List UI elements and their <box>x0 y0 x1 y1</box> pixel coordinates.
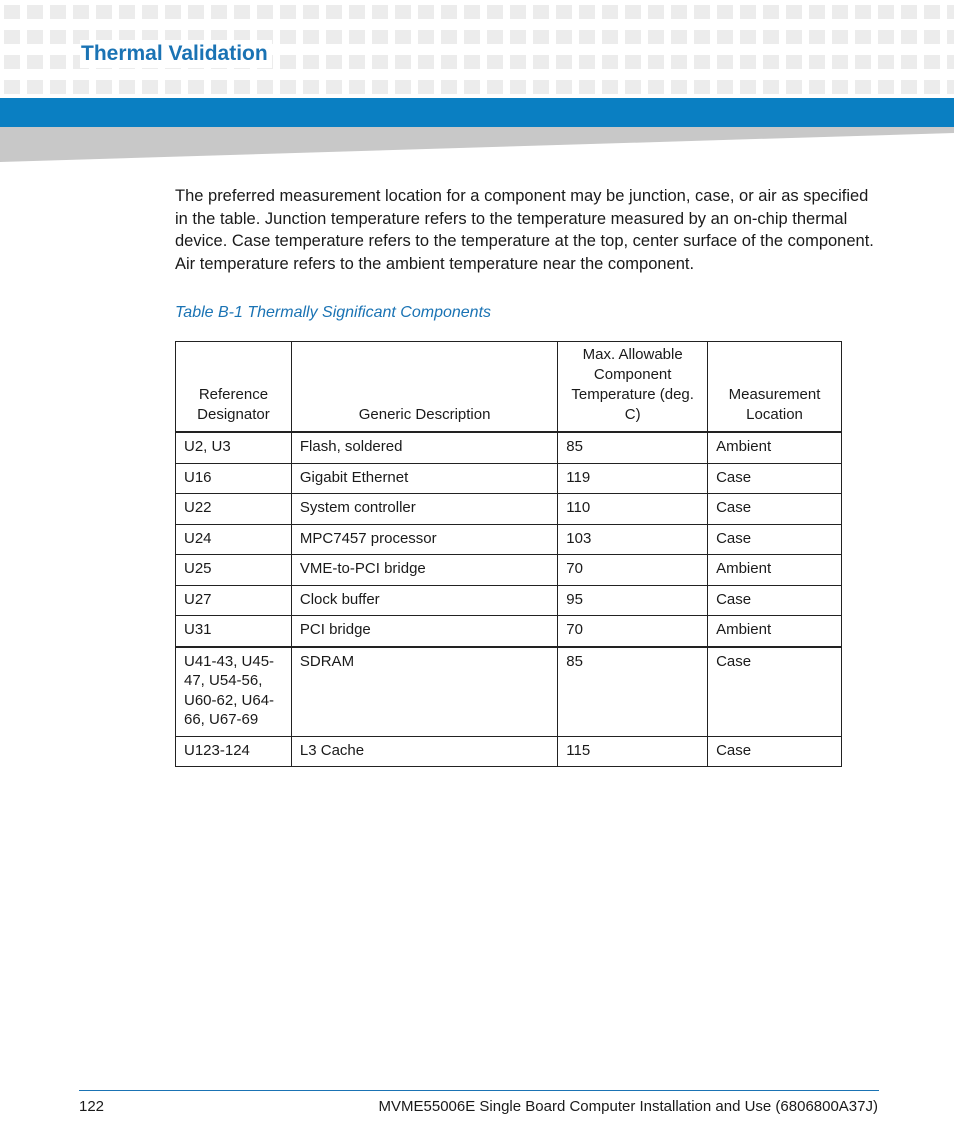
pattern-square <box>418 30 434 44</box>
pattern-square <box>533 5 549 19</box>
pattern-square <box>349 30 365 44</box>
pattern-square <box>50 30 66 44</box>
pattern-square <box>303 80 319 94</box>
cell-description: Flash, soldered <box>291 432 557 463</box>
cell-designator: U31 <box>176 616 292 647</box>
pattern-square <box>326 55 342 69</box>
cell-temperature: 70 <box>558 555 708 586</box>
intro-paragraph: The preferred measurement location for a component may be junction, case, or air as specified in the table. Junction temperature refers to the temperature measured by an on-chip thermal device. Case temperature refers to the temperature at the top, center surface of the component. Air temperature refers to the ambient temperature near the component. <box>175 187 874 274</box>
pattern-square <box>372 30 388 44</box>
pattern-square <box>740 30 756 44</box>
header-generic-description: Generic Description <box>291 342 557 433</box>
pattern-square <box>855 30 871 44</box>
table-row <box>176 494 842 525</box>
pattern-square <box>602 30 618 44</box>
pattern-square <box>303 5 319 19</box>
pattern-square <box>694 55 710 69</box>
pattern-square <box>809 5 825 19</box>
pattern-square <box>303 55 319 69</box>
pattern-square <box>395 5 411 19</box>
pattern-square <box>832 80 848 94</box>
cell-location: Ambient <box>708 432 842 463</box>
components-table <box>175 341 842 767</box>
pattern-square <box>303 30 319 44</box>
pattern-square <box>96 80 112 94</box>
pattern-square <box>855 80 871 94</box>
table-row <box>176 555 842 586</box>
pattern-square <box>625 5 641 19</box>
cell-temperature: 85 <box>558 432 708 463</box>
header-reference-designator: Reference Designator <box>176 342 292 433</box>
pattern-square <box>947 30 954 44</box>
pattern-square <box>73 80 89 94</box>
header-wedge <box>0 127 954 162</box>
pattern-square <box>27 30 43 44</box>
pattern-square <box>510 5 526 19</box>
pattern-square <box>763 80 779 94</box>
pattern-square <box>924 55 940 69</box>
table-row <box>176 524 842 555</box>
pattern-square <box>165 80 181 94</box>
pattern-square <box>372 5 388 19</box>
pattern-square <box>579 5 595 19</box>
pattern-square <box>418 5 434 19</box>
pattern-square <box>648 5 664 19</box>
cell-location: Ambient <box>708 616 842 647</box>
pattern-square <box>165 5 181 19</box>
pattern-square <box>717 30 733 44</box>
pattern-square <box>50 55 66 69</box>
pattern-square <box>947 80 954 94</box>
pattern-square <box>924 5 940 19</box>
pattern-square <box>901 55 917 69</box>
footer-rule <box>79 1090 879 1091</box>
pattern-square <box>648 80 664 94</box>
pattern-square <box>625 55 641 69</box>
table-row <box>176 432 842 463</box>
pattern-square <box>901 30 917 44</box>
pattern-square <box>625 80 641 94</box>
pattern-square <box>924 30 940 44</box>
pattern-square <box>326 5 342 19</box>
pattern-square <box>625 30 641 44</box>
cell-temperature: 70 <box>558 616 708 647</box>
pattern-square <box>648 30 664 44</box>
pattern-square <box>717 80 733 94</box>
pattern-square <box>947 55 954 69</box>
pattern-square <box>27 55 43 69</box>
cell-temperature: 95 <box>558 585 708 616</box>
pattern-square <box>878 5 894 19</box>
pattern-square <box>280 55 296 69</box>
cell-designator: U123-124 <box>176 736 292 767</box>
pattern-square <box>786 80 802 94</box>
cell-designator: U22 <box>176 494 292 525</box>
pattern-square <box>556 80 572 94</box>
pattern-square <box>4 30 20 44</box>
cell-location: Case <box>708 585 842 616</box>
pattern-square <box>211 80 227 94</box>
cell-designator: U2, U3 <box>176 432 292 463</box>
pattern-square <box>257 80 273 94</box>
cell-description: MPC7457 processor <box>291 524 557 555</box>
table-row <box>176 647 842 737</box>
document-title: MVME55006E Single Board Computer Installation and Use (6806800A37J) <box>378 1098 878 1115</box>
pattern-square <box>395 80 411 94</box>
pattern-square <box>441 5 457 19</box>
pattern-square <box>556 5 572 19</box>
cell-designator: U25 <box>176 555 292 586</box>
pattern-square <box>671 80 687 94</box>
pattern-square <box>119 80 135 94</box>
table-row <box>176 585 842 616</box>
pattern-square <box>786 55 802 69</box>
pattern-square <box>441 55 457 69</box>
cell-description: Clock buffer <box>291 585 557 616</box>
cell-designator: U41-43, U45-47, U54-56, U60-62, U64-66, U67-69 <box>176 647 292 737</box>
cell-description: Gigabit Ethernet <box>291 463 557 494</box>
cell-location: Case <box>708 463 842 494</box>
pattern-square <box>671 5 687 19</box>
pattern-square <box>418 80 434 94</box>
pattern-square <box>280 80 296 94</box>
pattern-square <box>395 30 411 44</box>
pattern-square <box>648 55 664 69</box>
pattern-square <box>349 55 365 69</box>
pattern-square <box>694 5 710 19</box>
page-number: 122 <box>79 1098 105 1115</box>
pattern-square <box>280 30 296 44</box>
pattern-square <box>280 5 296 19</box>
pattern-square <box>832 30 848 44</box>
pattern-square <box>234 5 250 19</box>
pattern-square <box>579 55 595 69</box>
pattern-square <box>533 80 549 94</box>
pattern-square <box>142 5 158 19</box>
pattern-square <box>4 55 20 69</box>
section-title: Thermal Validation <box>80 40 272 68</box>
pattern-square <box>809 80 825 94</box>
pattern-square <box>809 55 825 69</box>
cell-location: Case <box>708 524 842 555</box>
header-band <box>0 98 954 127</box>
pattern-square <box>487 80 503 94</box>
cell-temperature: 119 <box>558 463 708 494</box>
pattern-square <box>464 55 480 69</box>
pattern-square <box>786 30 802 44</box>
pattern-square <box>418 55 434 69</box>
pattern-square <box>763 55 779 69</box>
pattern-square <box>50 80 66 94</box>
pattern-square <box>556 30 572 44</box>
pattern-square <box>372 55 388 69</box>
pattern-square <box>234 80 250 94</box>
pattern-square <box>694 80 710 94</box>
table-row <box>176 616 842 647</box>
pattern-square <box>487 5 503 19</box>
pattern-square <box>763 5 779 19</box>
pattern-square <box>27 5 43 19</box>
pattern-square <box>602 55 618 69</box>
pattern-square <box>211 5 227 19</box>
table-row <box>176 463 842 494</box>
pattern-square <box>4 5 20 19</box>
pattern-square <box>119 5 135 19</box>
pattern-square <box>257 5 273 19</box>
cell-description: L3 Cache <box>291 736 557 767</box>
pattern-square <box>4 80 20 94</box>
cell-location: Case <box>708 736 842 767</box>
cell-description: PCI bridge <box>291 616 557 647</box>
pattern-square <box>464 5 480 19</box>
pattern-square <box>372 80 388 94</box>
cell-description: System controller <box>291 494 557 525</box>
pattern-square <box>602 5 618 19</box>
pattern-square <box>96 5 112 19</box>
pattern-square <box>188 5 204 19</box>
pattern-square <box>349 80 365 94</box>
table-header-row <box>176 342 842 433</box>
cell-location: Ambient <box>708 555 842 586</box>
cell-temperature: 110 <box>558 494 708 525</box>
pattern-square <box>395 55 411 69</box>
pattern-square <box>533 30 549 44</box>
header-max-temperature: Max. Allowable Component Temperature (deg. C) <box>558 342 708 433</box>
cell-temperature: 103 <box>558 524 708 555</box>
pattern-square <box>579 80 595 94</box>
pattern-square <box>740 5 756 19</box>
pattern-square <box>924 80 940 94</box>
pattern-square <box>717 5 733 19</box>
pattern-square <box>27 80 43 94</box>
pattern-square <box>441 30 457 44</box>
pattern-square <box>901 80 917 94</box>
pattern-square <box>326 30 342 44</box>
pattern-square <box>326 80 342 94</box>
pattern-square <box>740 80 756 94</box>
cell-description: VME-to-PCI bridge <box>291 555 557 586</box>
pattern-square <box>671 30 687 44</box>
pattern-square <box>349 5 365 19</box>
cell-location: Case <box>708 494 842 525</box>
pattern-square <box>855 5 871 19</box>
pattern-square <box>464 80 480 94</box>
cell-designator: U24 <box>176 524 292 555</box>
cell-description: SDRAM <box>291 647 557 737</box>
pattern-square <box>510 80 526 94</box>
pattern-square <box>73 5 89 19</box>
pattern-square <box>441 80 457 94</box>
pattern-square <box>671 55 687 69</box>
table-caption: Table B-1 Thermally Significant Components <box>175 304 492 321</box>
pattern-square <box>579 30 595 44</box>
pattern-square <box>763 30 779 44</box>
pattern-square <box>142 80 158 94</box>
pattern-square <box>464 30 480 44</box>
pattern-square <box>832 55 848 69</box>
pattern-square <box>510 55 526 69</box>
pattern-square <box>855 55 871 69</box>
pattern-square <box>901 5 917 19</box>
cell-location: Case <box>708 647 842 737</box>
table-row <box>176 736 842 767</box>
cell-temperature: 85 <box>558 647 708 737</box>
pattern-square <box>832 5 848 19</box>
pattern-square <box>556 55 572 69</box>
cell-designator: U27 <box>176 585 292 616</box>
pattern-square <box>50 5 66 19</box>
pattern-square <box>786 5 802 19</box>
pattern-square <box>717 55 733 69</box>
pattern-square <box>740 55 756 69</box>
pattern-square <box>878 30 894 44</box>
pattern-square <box>487 55 503 69</box>
header-measurement-location: Measurement Location <box>708 342 842 433</box>
pattern-square <box>602 80 618 94</box>
pattern-square <box>533 55 549 69</box>
pattern-square <box>947 5 954 19</box>
cell-temperature: 115 <box>558 736 708 767</box>
pattern-square <box>694 30 710 44</box>
cell-designator: U16 <box>176 463 292 494</box>
pattern-square <box>188 80 204 94</box>
pattern-square <box>510 30 526 44</box>
pattern-square <box>809 30 825 44</box>
pattern-square <box>878 80 894 94</box>
pattern-square <box>878 55 894 69</box>
pattern-square <box>487 30 503 44</box>
